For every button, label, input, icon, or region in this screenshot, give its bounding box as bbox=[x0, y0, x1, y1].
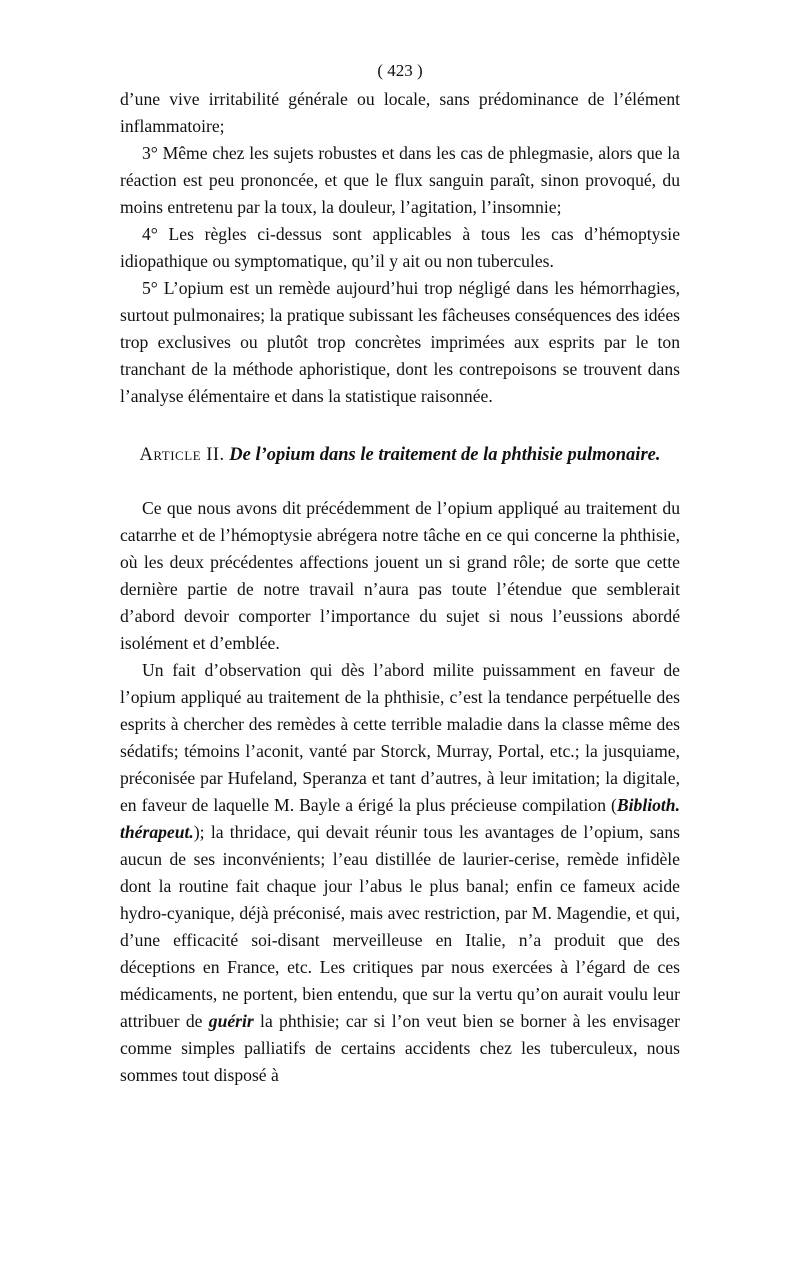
paragraph-sedatives bbox=[120, 657, 680, 1089]
book-page bbox=[120, 56, 680, 1089]
section-heading bbox=[120, 441, 680, 469]
paragraph-point-4: 4° Les règles ci-dessus sont applicables à tous les cas d’hémoptysie idiopathique ou symptomatique, qu’il y ait ou non tubercules. bbox=[120, 224, 680, 271]
paragraph-opium-intro: Ce que nous avons dit précédemment de l’opium appliqué au traitement du catarrhe et de l’hémoptysie abrégera notre tâche en ce qui concerne la phthisie, où les deux précédentes affections jouent un si grand rôle; de sorte que cette dernière partie de notre travail n’aura pas toute l’étendue que semblerait d’abord devoir comporter l’importance du sujet si nous l’eussions abordé isolément et d’emblée. bbox=[120, 498, 680, 653]
paragraph-point-5: 5° L’opium est un remède aujourd’hui trop négligé dans les hémorrhagies, surtout pulmonaires; la pratique subissant les fâcheuses conséquences des idées trop exclusives ou plutôt trop concrètes imprimées aux esprits par le ton tranchant de la méthode aphoristique, dont les contrepoisons se trouvent dans l’analyse élémentaire et dans la statistique raisonnée. bbox=[120, 278, 680, 406]
section-label: Article II. bbox=[139, 445, 225, 465]
page-number: ( 423 ) bbox=[377, 61, 423, 80]
citation-title: Biblioth. thérapeut. bbox=[120, 795, 680, 842]
paragraph-text: Un fait d’observation qui dès l’abord milite puissamment en faveur de l’opium appliqué au traitement de la phthisie, c’est la tendance perpétuelle des esprits à chercher des remèdes à cette terrible maladie dans la classe même des sédatifs; témoins l’aconit, vanté par Storck, Murray, Portal, etc.; la jusquiame, préconisée par Hufeland, Speranza et tant d’autres, à leur imitation; la digitale, en faveur de laquelle M. Bayle a érigé la plus précieuse compilation ( bbox=[120, 660, 680, 815]
paragraph-text: ); la thridace, qui devait réunir tous les avantages de l’opium, sans aucun de ses inconvénients; l’eau distillée de laurier-cerise, remède infidèle dont la routine fait chaque jour l’abus le plus banal; enfin ce fameux acide hydro-cyanique, déjà préconisé, mais avec restriction, par M. Magendie, et qui, d’une efficacité soi-disant merveilleuse en Italie, n’a produit que des déceptions en France, etc. Les critiques par nous exercées à l’égard de ces médicaments, ne portent, bien entendu, que sur la vertu qu’on aurait voulu leur attribuer de bbox=[120, 822, 680, 1031]
emphasis-word: guérir bbox=[208, 1011, 254, 1031]
paragraph-point-3: 3° Même chez les sujets robustes et dans les cas de phlegmasie, alors que la réaction est peu prononcée, et que le flux sanguin paraît, sinon provoqué, du moins entretenu par la toux, la douleur, l’agitation, l’insomnie; bbox=[120, 143, 680, 217]
paragraph-text: la phthisie; car si l’on veut bien se borner à les envisager comme simples palliatifs de certains accidents chez les tuberculeux, nous sommes tout disposé à bbox=[120, 1011, 680, 1085]
paragraph-continued: d’une vive irritabilité générale ou locale, sans prédominance de l’élément inflammatoire; bbox=[120, 89, 680, 136]
section-title: De l’opium dans le traitement de la phthisie pulmonaire. bbox=[229, 445, 661, 465]
